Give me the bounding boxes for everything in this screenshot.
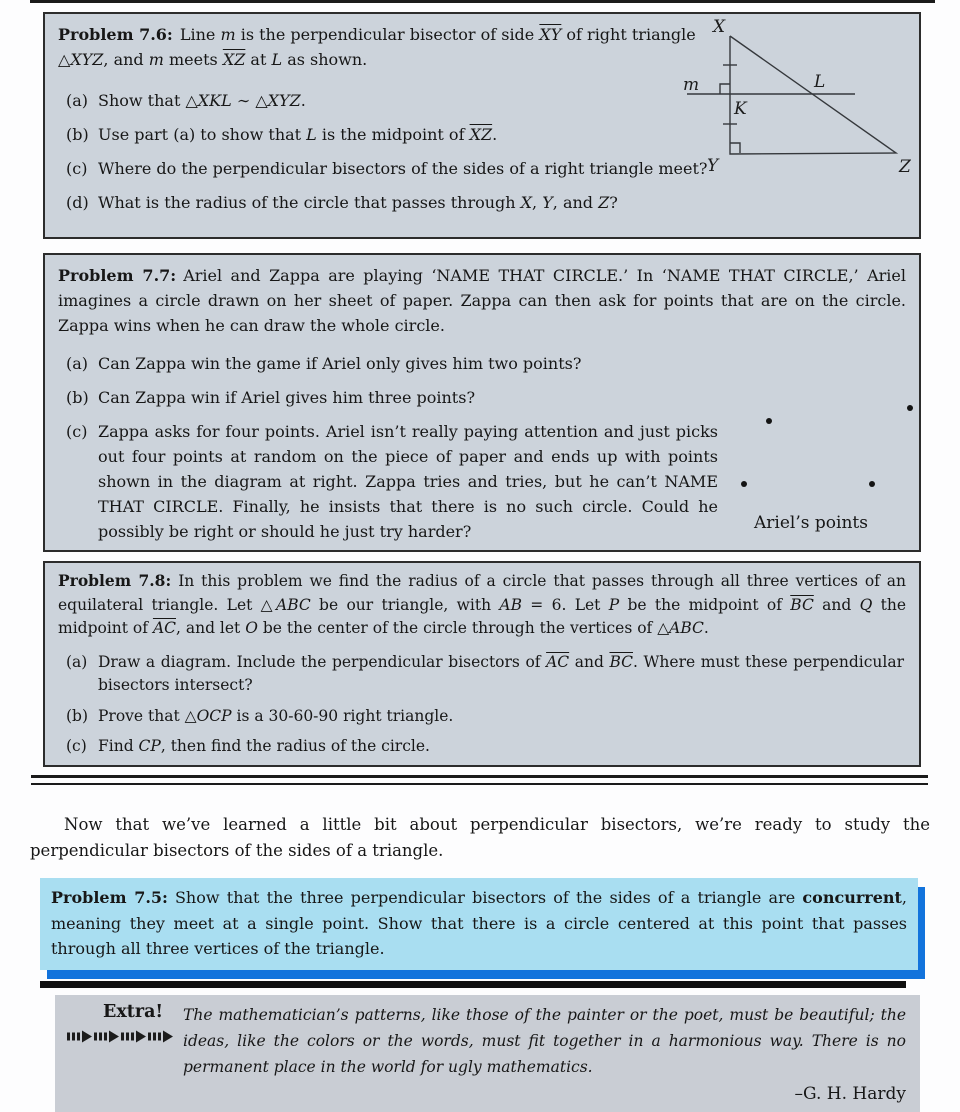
part-label: (d) (66, 193, 89, 212)
right-angle-mark-k (720, 84, 730, 94)
problem-7-6-statement: Line m is the perpendicular bisector of side $\overline{XY}$ of right triangle △XYZ, and m meets $\overline{XZ}$ at L as shown. (58, 25, 696, 69)
triangle-outline (730, 36, 896, 154)
problem-7-8-statement: In this problem we find the radius of a circle that passes through all three vertices of an equilateral triangle. Let △ABC be our triangle, with AB = 6. Let P be the midpoint of $\overline{BC}$ and Q the midpoint of $\overline{AC}$, and let O be the center of the circle through the vertices of △ABC. (58, 572, 907, 637)
part-text: Draw a diagram. Include the perpendicular bisectors of $\overline{AC}$ and $\overline{BC}$. Where must these perpendicular bisectors intersect? (98, 652, 904, 694)
problem-7-8-title: Problem 7.8: (58, 571, 172, 590)
diagram-label-z: Z (899, 157, 911, 174)
problem-7-6-part-c (58, 156, 714, 181)
part-text: Find CP, then find the radius of the circle. (98, 737, 430, 755)
part-text: What is the radius of the circle that passes through X, Y, and Z? (98, 193, 618, 212)
part-label: (a) (66, 91, 89, 110)
problem-7-6-title: Problem 7.6: (58, 25, 173, 44)
extra-section-top-bar (40, 981, 906, 988)
point-dot (766, 418, 772, 424)
part-label: (c) (66, 159, 88, 178)
right-angle-mark-y (730, 143, 740, 153)
problem-7-7-part-c (58, 419, 720, 544)
page-top-rule (30, 0, 935, 3)
part-label: (b) (66, 388, 89, 407)
problem-7-5-statement: Show that the three perpendicular bisectors of the sides of a triangle are concurrent, meaning they meet at a single point. Show that there is a circle centered at this point that passes through all three vertices of the triangle. (51, 888, 907, 958)
problem-7-7-intro (58, 263, 906, 338)
point-dot (869, 481, 875, 487)
problem-7-6-part-b (58, 122, 714, 147)
part-text: Zappa asks for four points. Ariel isn’t really paying attention and just picks out four points at random on the piece of paper and ends up with points shown in the diagram at right. Zappa tries and tries, but he can’t NAME THAT CIRCLE. Finally, he insists that there is no such circle. Could he possibly be right or should he just try harder? (98, 422, 718, 541)
part-label: (b) (66, 706, 89, 725)
extra-quote: The mathematician’s patterns, like those of the painter or the poet, must be beautiful; the ideas, like the colors or the words, must fit together in a harmonious way. There is no permanent place in the world for ugly mathematics. (183, 1006, 906, 1076)
part-label: (c) (66, 422, 88, 441)
problem-7-8-part-c (58, 735, 906, 759)
striped-arrows-icon (67, 1028, 183, 1047)
right-triangle-diagram (645, 18, 915, 174)
problem-7-7-statement: Ariel and Zappa are playing ‘NAME THAT CIRCLE.’ In ‘NAME THAT CIRCLE,’ Ariel imagines a circle drawn on her sheet of paper. Zappa can then ask for points that are on the circle. Zappa wins when he can draw the whole circle. (58, 266, 906, 335)
problem-7-5-box (40, 878, 918, 970)
part-text: Prove that △OCP is a 30-60-90 right triangle. (98, 706, 454, 725)
part-label: (a) (66, 354, 89, 373)
diagram-label-m: m (683, 75, 700, 95)
problem-7-8-part-a (58, 651, 906, 698)
extra-box (55, 995, 920, 1112)
part-text: Use part (a) to show that L is the midpoint of $\overline{XZ}$. (98, 125, 498, 144)
point-dot (741, 481, 747, 487)
extra-attribution: –G. H. Hardy (794, 1084, 906, 1104)
problem-7-6-box (43, 12, 921, 239)
part-text: Where do the perpendicular bisectors of the sides of a right triangle meet? (98, 159, 708, 178)
interlude-paragraph: Now that we’ve learned a little bit about perpendicular bisectors, we’re ready to study the perpendicular bisectors of the sides of a triangle. (30, 815, 930, 860)
part-label: (b) (66, 125, 89, 144)
diagram-label-l: L (814, 72, 826, 92)
part-label: (a) (66, 652, 88, 671)
problem-7-6-part-d (58, 190, 714, 215)
points-caption: Ariel’s points (754, 513, 868, 533)
extra-main-column (183, 1002, 906, 1104)
part-text: Show that △XKL ∼ △XYZ. (98, 91, 306, 110)
problem-7-7-box (43, 253, 921, 552)
extra-left-column (65, 1002, 183, 1104)
problem-7-8-intro (58, 569, 906, 641)
problem-7-6-part-a (58, 88, 714, 113)
part-label: (c) (66, 737, 87, 755)
problem-7-8-box (43, 561, 921, 767)
problem-7-5-title: Problem 7.5: (51, 888, 168, 907)
ariels-points-diagram (695, 395, 927, 543)
triangle-xyz-figure (645, 18, 915, 174)
part-text: Can Zappa win the game if Ariel only gives him two points? (98, 354, 582, 373)
problem-7-7-title: Problem 7.7: (58, 266, 177, 285)
extra-label: Extra! (103, 1002, 164, 1022)
problem-7-6-intro (58, 22, 696, 72)
point-dot (907, 405, 913, 411)
diagram-label-y: Y (707, 156, 719, 174)
problem-7-7-part-a (58, 351, 906, 376)
part-text: Can Zappa win if Ariel gives him three points? (98, 388, 476, 407)
diagram-label-x: X (713, 18, 726, 37)
diagram-label-k: K (734, 99, 747, 119)
problem-7-8-part-b (58, 705, 906, 729)
section-divider-rule (31, 775, 928, 785)
